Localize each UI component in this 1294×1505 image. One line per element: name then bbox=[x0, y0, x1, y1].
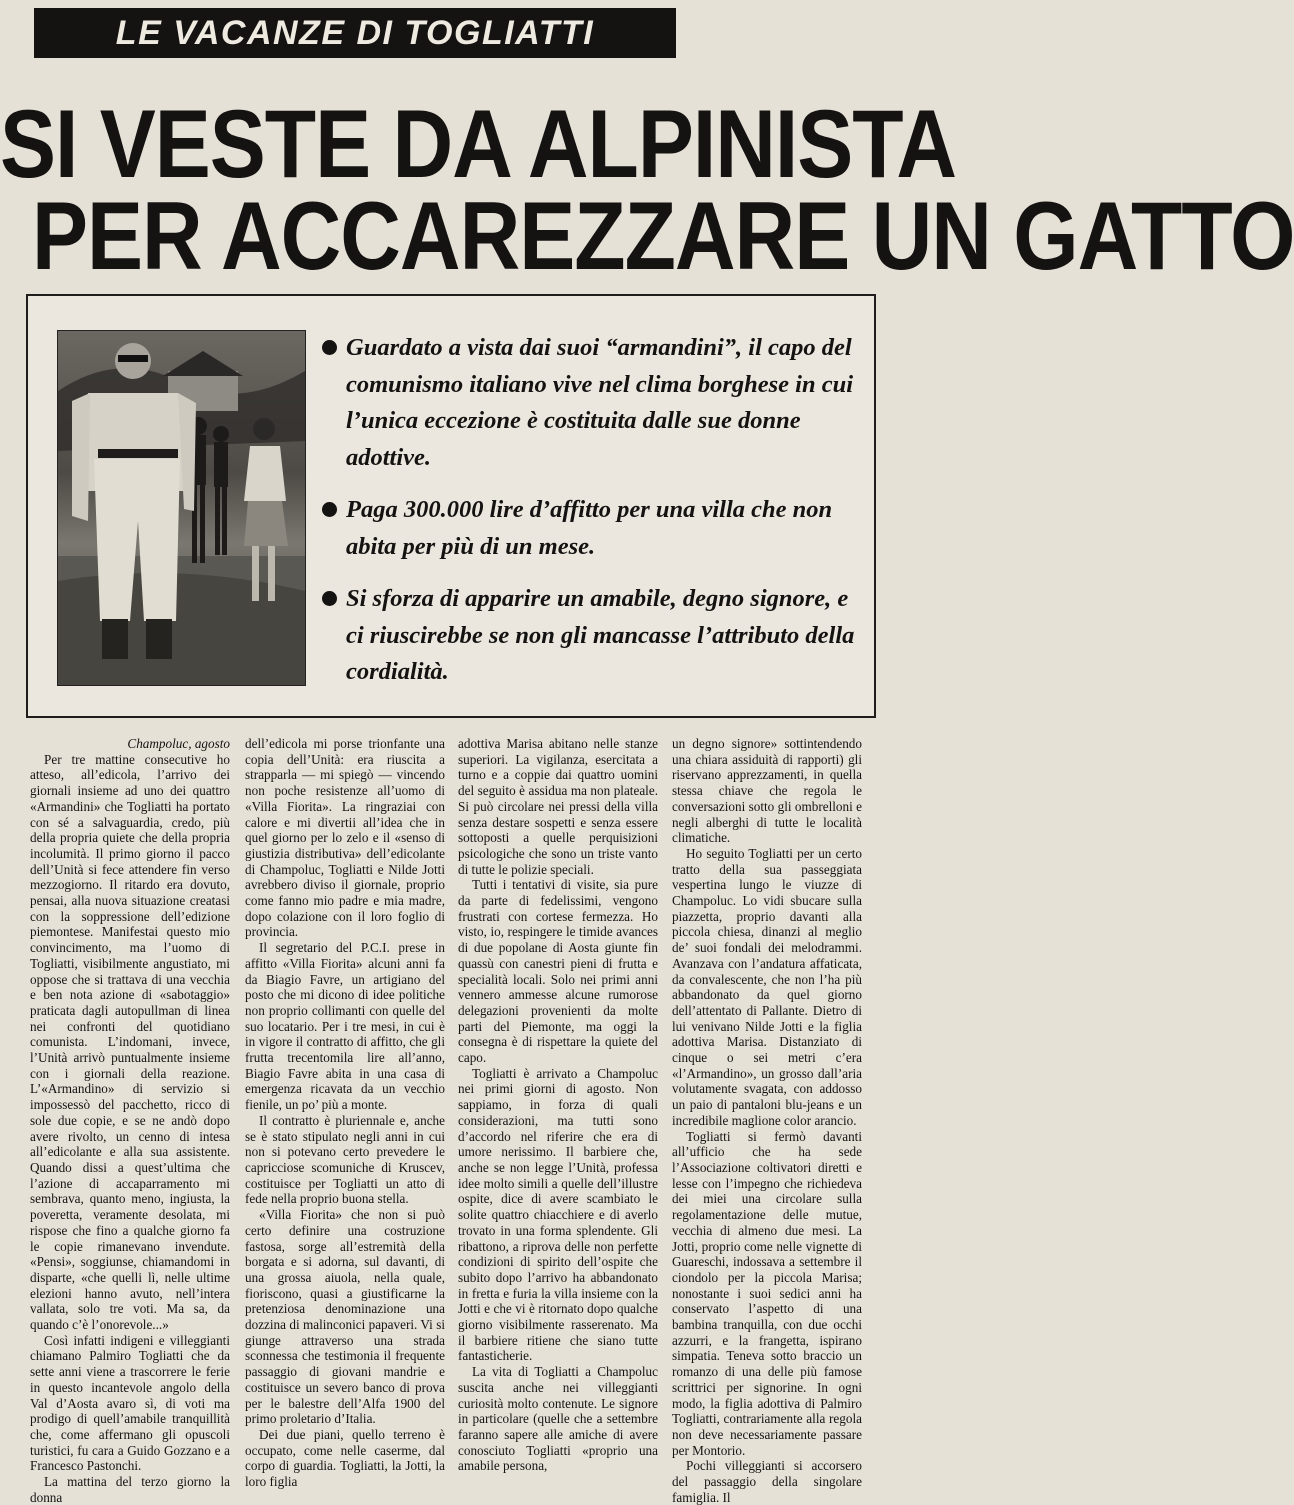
paragraph: adottiva Marisa abitano nelle stanze superiori. La vigilanza, esercitata a turno e a coppie dai quattro uomini del seguito è assidua ma non plateale. Si può circolare nei pressi della villa senza destare sospetti e senza essere sottoposti a quelle perquisizioni psicologiche che sono un triste vanto di tutte le polizie speciali. bbox=[458, 736, 658, 877]
paragraph: Pochi villeggianti si accorsero del passaggio della singolare famiglia. Il bbox=[672, 1458, 862, 1505]
summary-bullet: Si sforza di apparire un amabile, degno signore, e ci riuscirebbe se non gli mancasse l’attributo della cordialità. bbox=[320, 581, 856, 691]
headline-line-2: PER ACCAREZZARE UN GATTO bbox=[32, 181, 1294, 290]
paragraph: un degno signore» sottintendendo una chiara assiduità di rapporti) gli riservano apprezzamenti, in quella stessa chiave che regola le conversazioni sotto gli ombrelloni e negli alberghi di tutte le località climatiche. bbox=[672, 736, 862, 846]
summary-bullets bbox=[320, 330, 856, 691]
bullet-dot-icon bbox=[322, 591, 337, 606]
article-body bbox=[30, 736, 862, 1505]
paragraph: «Villa Fiorita» che non si può certo definire una costruzione fastosa, sorge all’estremità della borgata e si adorna, sul davanti, di una grossa aiuola, nella quale, fioriscono, quasi a giustificarne la pretenziosa denominazione una dozzina di malinconici papaveri. Vi si giunge attraverso una strada sconnessa che testimonia il frequente passaggio di giovani mandrie e costituisce un severo banco di prova per le balestre dell’Alfa 1900 del primo proletario d’Italia. bbox=[245, 1207, 445, 1427]
headline-line-1: SI VESTE DA ALPINISTA bbox=[0, 89, 956, 198]
paragraph: Il segretario del P.C.I. prese in affitto «Villa Fiorita» alcuni anni fa da Biagio Favre, un artigiano del posto che mi dicono di idee politiche non proprio collimanti con quelle del suo locatario. Per i tre mesi, in cui è in vigore il contratto di affitto, che gli frutta trecentomila lire all’anno, Biagio Favre abita in una casa di emergenza ricavata da un vecchio fienile, un po’ più a monte. bbox=[245, 940, 445, 1113]
paragraph: La mattina del terzo giorno la donna bbox=[30, 1474, 230, 1505]
paragraph: Togliatti si fermò davanti all’ufficio che ha sede l’Associazione coltivatori diretti e lesse con l’impegno che richiedeva dei miei una circolare sulla regolamentazione delle mutue, vecchia di almeno due mesi. La Jotti, proprio come nelle vignette di Guareschi, indossava a settembre il ciondolo per la piccola Marisa; nonostante i suoi sedici anni ha conservato l’aspetto di una bambina tranquilla, con due occhi azzurri, e la frangetta, ispirano simpatia. Teneva sotto braccio un romanzo di una delle più famose scrittrici per signorine. In ogni modo, la figlia adottiva di Palmiro Togliatti, contrariamente alla regola non deve necessariamente passare per Montorio. bbox=[672, 1128, 862, 1458]
photo-togliatti-walking bbox=[57, 330, 306, 686]
bullet-dot-icon bbox=[322, 340, 337, 355]
bullet-dot-icon bbox=[322, 502, 337, 517]
article-column-2 bbox=[245, 736, 445, 1490]
paragraph: La vita di Togliatti a Champoluc suscita anche nei villeggianti curiosità molto contenute. Le signore in particolare (quelle che a settembre faranno sapere alle amiche di avere conosciuto Togliatti «proprio una amabile persona, bbox=[458, 1364, 658, 1474]
paragraph: Tutti i tentativi di visite, sia pure da parte di fedelissimi, vengono frustrati con cortese fermezza. Ho visto, io, respingere le timide avances di due popolane di Aosta giunte fin quassù con canestri pieni di frutta e specialità locali. Solo nei primi anni vennero ammesse alcune rumorose delegazioni provenienti da molte parti del Piemonte, ma oggi la consegna è di rispettare la quiete del capo. bbox=[458, 877, 658, 1066]
article-column-1 bbox=[30, 736, 230, 1505]
summary-bullet: Guardato a vista dai suoi “armandini”, il capo del comunismo italiano vive nel clima borghese in cui l’unica eccezione è costituita dalle sue donne adottive. bbox=[320, 330, 856, 476]
paragraph: Togliatti è arrivato a Champoluc nei primi giorni di agosto. Non sappiamo, in forza di quali considerazioni, ma tutti sono d’accordo nel riferire che era di umore nerissimo. Il barbiere che, anche se non legge l’Unità, professa idee molto simili a quelle dell’illustre ospite, dice di avere scambiato le solite quattro chiacchiere e di averlo trovato in una forma splendente. Gli ribattono, a riprova delle non perfette condizioni di spirito dell’ospite che subito dopo l’arrivo ha abbandonato in fretta e furia la villa insieme con la Jotti e che vi è ritornato dopo qualche giorno visibilmente rasserenato. Ma il barbiere ritiene che siano tutte fantasticherie. bbox=[458, 1065, 658, 1364]
summary-bullet: Paga 300.000 lire d’affitto per una villa che non abita per più di un mese. bbox=[320, 492, 856, 565]
dateline: Champoluc, agosto bbox=[127, 736, 230, 751]
paragraph: Per tre mattine consecutive ho atteso, all’edicola, l’arrivo dei giornali insieme ad uno dei quattro «Armandini» che Togliatti ha portato con sé a salvaguardia, credo, più della propria quiete che della propria incolumità. Il primo giorno il pacco dell’Unità si fece attendere fin verso mezzogiorno. Il ritardo era dovuto, pensai, alla nuova situazione creatasi con la soppressione dell’edizione piemontese. Manifestai questo mio convincimento, ma l’uomo di Togliatti, visibilmente angustiato, mi oppose che si trattava di una vecchia e ben nota azione di «sabotaggio» praticata dagli autopullman di linea nei confronti del quotidiano comunista. L’indomani, invece, l’Unità arrivò puntualmente insieme con i giornali della reazione. L’«Armandino» di servizio si impossessò del pacchetto, ricco di sole due copie, e se ne andò dopo avere rivolto, un cenno di intesa all’edicolante e alla sua assistente. Quando dissi a quest’ultima che l’azione di accaparramento mi sembrava, quanto meno, ingiusta, la poveretta, veramente desolata, mi rispose che fino a qualche giorno fa le copie rimanevano invendute. «Pensi», soggiunse, chiamandomi in disparte, «che quelli lì, nelle ultime elezioni hanno avuto, nell’intera vallata, solo tre voti. Ma sa, da quando c’è l’onorevole...» bbox=[30, 751, 230, 1333]
article-column-4 bbox=[672, 736, 862, 1505]
article-column-3 bbox=[458, 736, 658, 1474]
paragraph: Dei due piani, quello terreno è occupato, come nelle caserme, dal corpo di guardia. Togliatti, la Jotti, la loro figlia bbox=[245, 1426, 445, 1490]
paragraph: Così infatti indigeni e villeggianti chiamano Palmiro Togliatti che da sette anni viene a trascorrere le ferie in questo incantevole angolo della Val d’Aosta avaro sì, di voti ma prodigo di quell’amabile tranquillità che, come affermano gli opuscoli turistici, fu cara a Guido Gozzano e a Francesco Pastonchi. bbox=[30, 1332, 230, 1474]
section-kicker: LE VACANZE DI TOGLIATTI bbox=[34, 8, 676, 58]
paragraph: Il contratto è pluriennale e, anche se è stato stipulato negli anni in cui non si potevano certo prevedere le capricciose scomuniche di Kruscev, costituisce per Togliatti un atto di fede nella proprio buona stella. bbox=[245, 1112, 445, 1207]
paragraph: dell’edicola mi porse trionfante una copia dell’Unità: era riuscita a strapparla — mi spiegò — vincendo non poche resistenze all’uomo di «Villa Fiorita». La ringraziai con calore e mi divertii all’idea che in quel giorno per lo zelo e il «senso di giustizia distributiva» dell’edicolante di Champoluc, Togliatti e Nilde Jotti avrebbero diviso il giornale, proprio come fanno mio padre e mia madre, dopo colazione con il loro foglio di provincia. bbox=[245, 736, 445, 940]
paragraph: Ho seguito Togliatti per un certo tratto della sua passeggiata vespertina lungo le viuzze di Champoluc. Lo vidi sbucare sulla piazzetta, proprio davanti alla piccola chiesa, dinanzi al meglio de’ suoi fondali dei melodrammi. Avanzava con l’andatura affaticata, da convalescente, che non l’ha più abbandonato da quel giorno dell’attentato di Pallante. Dietro di lui venivano Nilde Jotti e la figlia adottiva Marisa. Distanziato di cinque o sei metri c’era «l’Armandino», un grosso dall’aria volutamente svagata, con addosso un paio di pantaloni blu-jeans e un incredibile maglione color arancio. bbox=[672, 845, 862, 1128]
